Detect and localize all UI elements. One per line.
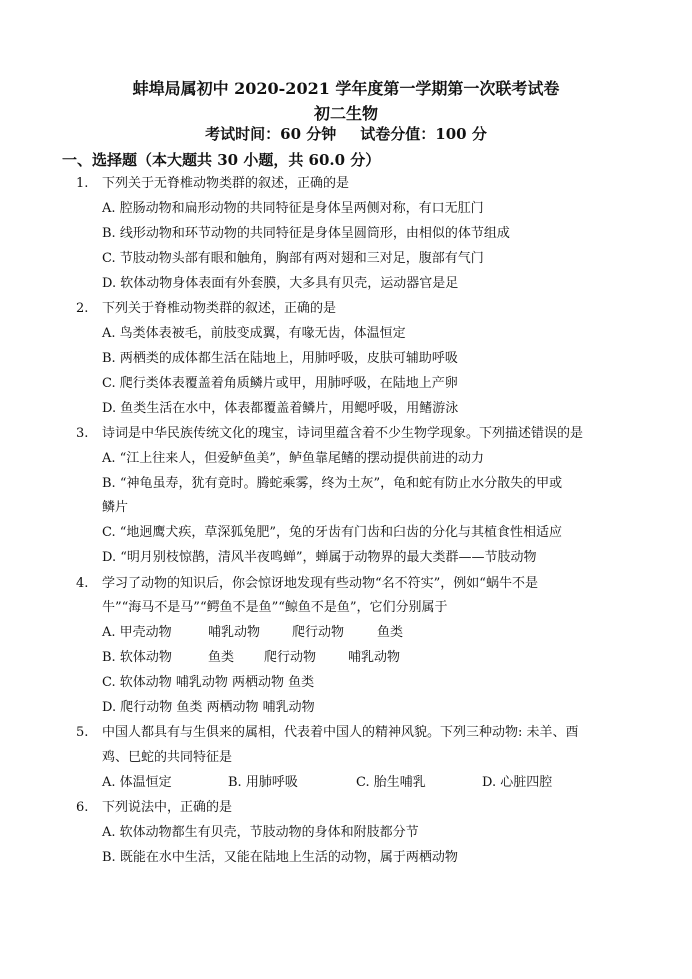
question-stem: 诗词是中华民族传统文化的瑰宝，诗词里蕴含着不少生物学现象。下列描述错误的是 bbox=[102, 426, 584, 441]
exam-subject: 初二生物 bbox=[313, 104, 378, 123]
option-b: B. “神龟虽寿，犹有竟时。腾蛇乘雾，终为土灰”，龟和蛇有防止水分散失的甲或 bbox=[102, 476, 563, 491]
option-a: A. 腔肠动物和扁形动物的共同特征是身体呈两侧对称，有口无肛门 bbox=[102, 201, 484, 216]
exam-time: 考试时间：60 分钟 bbox=[205, 125, 337, 143]
option-b-continued: 鳞片 bbox=[102, 500, 129, 515]
question-stem: 中国人都具有与生俱来的属相，代表着中国人的精神风貌。下列三种动物: 未羊、酉 bbox=[102, 725, 579, 740]
option-a-item: A. 甲壳动物 bbox=[102, 625, 172, 640]
option-b: B. 两栖类的成体都生活在陆地上，用肺呼吸，皮肤可辅助呼吸 bbox=[102, 351, 458, 366]
option-a: A. 软体动物都生有贝壳，节肢动物的身体和附肢都分节 bbox=[102, 825, 419, 840]
option-d: D. “明月别枝惊鹊，清风半夜鸣蝉”，蝉属于动物界的最大类群——节肢动物 bbox=[102, 550, 537, 565]
option-b-item: 鱼类 bbox=[208, 650, 235, 665]
exam-info bbox=[0, 123, 692, 144]
exam-score: 试卷分值：100 分 bbox=[360, 125, 487, 143]
question-stem: 学习了动物的知识后，你会惊讶地发现有些动物“名不符实”，例如“蜗牛不是 bbox=[102, 576, 538, 591]
option-b-item: 爬行动物 bbox=[264, 650, 317, 665]
question-number: 5. bbox=[76, 725, 89, 740]
question-number: 2. bbox=[76, 301, 89, 316]
question-number: 3. bbox=[76, 426, 89, 441]
question-stem: 下列关于脊椎动物类群的叙述，正确的是 bbox=[102, 301, 337, 316]
question-number: 1. bbox=[76, 176, 89, 191]
question-number: 4. bbox=[76, 576, 89, 591]
exam-title: 蚌埠局属初中 2020-2021 学年度第一学期第一次联考试卷 bbox=[132, 79, 560, 98]
option-c: C. 胎生哺乳 bbox=[356, 775, 426, 790]
option-a-item: 鱼类 bbox=[377, 625, 404, 640]
option-b: B. 既能在水中生活，又能在陆地上生活的动物，属于两栖动物 bbox=[102, 850, 458, 865]
option-c: C. “地迥鹰犬疾，草深狐兔肥”，兔的牙齿有门齿和臼齿的分化与其植食性相适应 bbox=[102, 525, 563, 540]
option-d: D. 鱼类生活在水中，体表都覆盖着鳞片，用鳃呼吸，用鳍游泳 bbox=[102, 401, 459, 416]
option-b: B. 用肺呼吸 bbox=[228, 775, 298, 790]
question-number: 6. bbox=[76, 800, 89, 815]
option-b-item: B. 软体动物 bbox=[102, 650, 172, 665]
option-a-item: 爬行动物 bbox=[292, 625, 345, 640]
question-stem: 下列说法中，正确的是 bbox=[102, 800, 233, 815]
option-c: C. 软体动物 哺乳动物 两栖动物 鱼类 bbox=[102, 675, 315, 690]
option-d: D. 爬行动物 鱼类 两栖动物 哺乳动物 bbox=[102, 700, 315, 715]
option-a-item: 哺乳动物 bbox=[208, 625, 261, 640]
option-a: A. 体温恒定 bbox=[102, 775, 172, 790]
question-stem-continued: 鸡、巳蛇的共同特征是 bbox=[102, 750, 233, 765]
section-title: 一、选择题（本大题共 30 小题，共 60.0 分） bbox=[62, 151, 381, 169]
option-a: A. 鸟类体表被毛，前肢变成翼，有喙无齿，体温恒定 bbox=[102, 326, 406, 341]
question-stem: 下列关于无脊椎动物类群的叙述，正确的是 bbox=[102, 176, 350, 191]
option-a: A. “江上往来人，但爱鲈鱼美”，鲈鱼靠尾鳍的摆动提供前进的动力 bbox=[102, 451, 484, 466]
option-d: D. 心脏四腔 bbox=[482, 775, 553, 790]
option-d: D. 软体动物身体表面有外套膜，大多具有贝壳，运动器官是足 bbox=[102, 276, 459, 291]
option-b-item: 哺乳动物 bbox=[348, 650, 401, 665]
option-c: C. 爬行类体表覆盖着角质鳞片或甲，用肺呼吸，在陆地上产卵 bbox=[102, 376, 458, 391]
question-stem-continued: 牛”“海马不是马”“鳄鱼不是鱼”“鲸鱼不是鱼”，它们分别属于 bbox=[102, 600, 448, 615]
option-c: C. 节肢动物头部有眼和触角，胸部有两对翅和三对足，腹部有气门 bbox=[102, 251, 484, 266]
option-b: B. 线形动物和环节动物的共同特征是身体呈圆筒形，由相似的体节组成 bbox=[102, 226, 510, 241]
